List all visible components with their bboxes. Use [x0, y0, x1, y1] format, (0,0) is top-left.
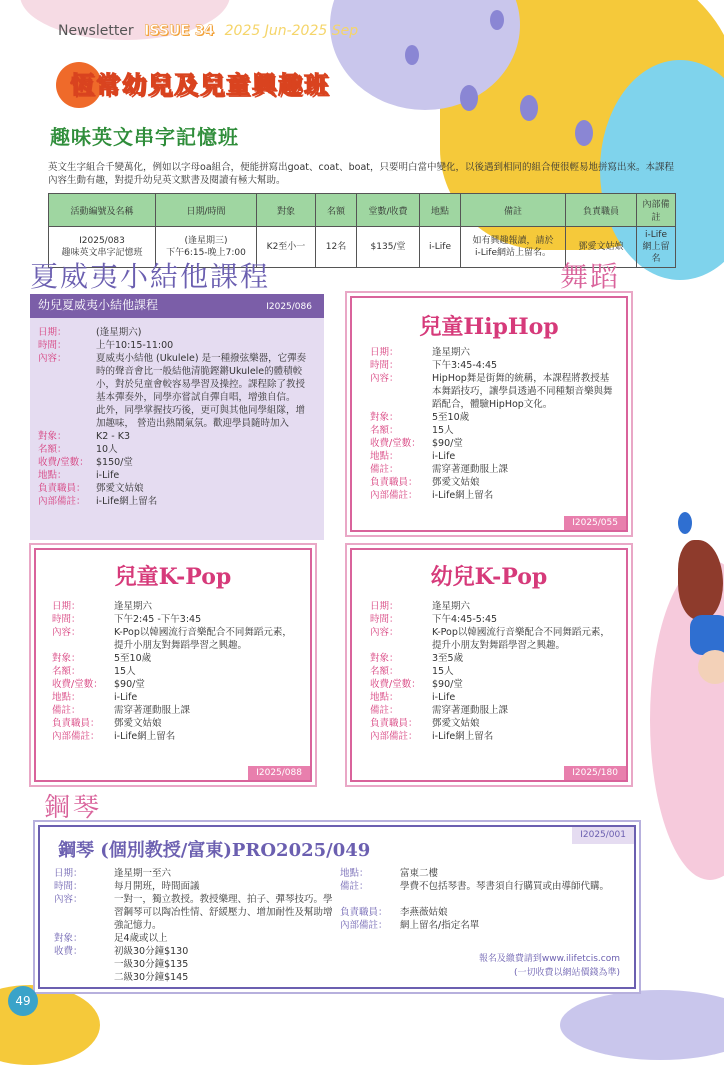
ukulele-staff-label: 負責職員：	[38, 483, 86, 494]
kpop-kid-date: 逢星期六	[432, 601, 471, 612]
kpop-child-quota: 15人	[114, 666, 136, 677]
ukulele-venue: i-Life	[96, 470, 120, 481]
deco-dot	[460, 85, 478, 111]
hiphop-quota-label: 名額：	[370, 425, 399, 436]
th-quota: 名額	[316, 194, 357, 227]
cell-fee: $135/堂	[357, 227, 420, 268]
english-course-title: 趣味英文串字記憶班	[50, 125, 239, 149]
piano-staff: 李燕薇姑娘	[400, 907, 448, 918]
kpop-child-content: K-Pop以韓國流行音樂配合不同舞蹈元素，提升小朋友對舞蹈學習之興趣。	[114, 627, 292, 651]
piano-venue-label: 地點：	[340, 868, 369, 879]
hiphop-quota: 15人	[432, 425, 454, 436]
piano-fee-2: 一級30分鐘$135	[114, 959, 189, 970]
ukulele-fee-label: 收費/堂數：	[38, 457, 89, 468]
course-name: 趣味英文串字記憶班	[61, 248, 143, 258]
kpop-child-quota-label: 名額：	[52, 666, 81, 677]
page-number-badge	[8, 986, 38, 1016]
piano-title: 鋼琴 (個別教授/富東)PRO2025/049	[58, 840, 371, 861]
ukulele-internal-label: 內部備註：	[38, 496, 86, 507]
cell-quota: 12名	[316, 227, 357, 268]
course-code: I2025/083	[79, 236, 125, 246]
piano-details-left	[54, 867, 334, 984]
internal-line-1: i-Life	[645, 230, 667, 240]
piano-course-box	[38, 825, 636, 989]
th-code-name: 活動編號及名稱	[49, 194, 156, 227]
piano-heading: 鋼琴	[44, 793, 103, 823]
kpop-child-target: 5至10歲	[114, 653, 152, 664]
th-target: 對象	[257, 194, 316, 227]
kpop-kid-target-label: 對象：	[370, 653, 399, 664]
hiphop-internal: i-Life網上留名	[432, 490, 494, 501]
hiphop-content: HipHop舞是街舞的統稱，本課程將教授基本舞蹈技巧，讓學員透過不同種類音樂與舞蹈配合，體驗HipHop文化。	[432, 373, 613, 410]
dancer-illustration	[668, 500, 724, 700]
section-title: 恆常幼兒及兒童興趣班	[70, 70, 330, 99]
kpop-kid-internal-label: 內部備註：	[370, 731, 418, 742]
kpop-kid-remark-label: 備註：	[370, 705, 399, 716]
hiphop-staff: 鄧愛文姑娘	[432, 477, 480, 488]
ukulele-time-label: 時間：	[38, 340, 67, 351]
deco-dot	[490, 10, 504, 30]
hiphop-internal-label: 內部備註：	[370, 490, 418, 501]
th-fee: 堂數/收費	[357, 194, 420, 227]
page-number: 49	[15, 994, 31, 1008]
kpop-child-target-label: 對象：	[52, 653, 81, 664]
hiphop-title: 兒童HipHop	[419, 314, 559, 340]
table-header-row	[49, 194, 676, 227]
ukulele-fee: $150/堂	[96, 457, 133, 468]
th-staff: 負責職員	[566, 194, 637, 227]
hiphop-details	[370, 346, 620, 502]
ukulele-quota-label: 名額：	[38, 444, 67, 455]
th-venue: 地點	[420, 194, 461, 227]
hiphop-venue: i-Life	[432, 451, 456, 462]
ukulele-date-label: 日期：	[38, 327, 67, 338]
deco-dot	[405, 45, 419, 65]
kpop-kid-venue-label: 地點：	[370, 692, 399, 703]
kpop-child-content-label: 內容：	[52, 627, 81, 638]
english-schedule-table	[48, 193, 676, 268]
ukulele-course-name: 幼兒夏威夷小結他課程	[38, 298, 159, 312]
piano-target: 足4歲或以上	[114, 933, 168, 944]
kpop-child-fee: $90/堂	[114, 679, 145, 690]
ukulele-staff: 鄧愛文姑娘	[96, 483, 144, 494]
hiphop-time-label: 時間：	[370, 360, 399, 371]
kpop-kid-fee: $90/堂	[432, 679, 463, 690]
piano-time-label: 時間：	[54, 881, 83, 892]
kpop-kid-internal: i-Life網上留名	[432, 731, 494, 742]
kpop-child-details	[52, 600, 304, 743]
deco-bottom-lavender	[560, 990, 724, 1060]
english-course-description: 英文生字組合千變萬化，例如以字母oa組合，便能拼寫出goat、coat、boat，只要明白當中變化，以後遇到相同的組合便很輕易地拼寫出來。本課程內容生動有趣，對提升幼兒英文默書及閱讀有極大幫助。	[48, 162, 674, 186]
kpop-kid-venue: i-Life	[432, 692, 456, 703]
kpop-child-time: 下午2:45 -下午3:45	[114, 614, 202, 625]
ukulele-title-bar	[30, 294, 324, 318]
kpop-child-date-label: 日期：	[52, 601, 81, 612]
th-date-time: 日期/時間	[156, 194, 257, 227]
hiphop-content-label: 內容：	[370, 373, 399, 384]
piano-fee-label: 收費：	[54, 946, 83, 957]
ukulele-code: I2025/086	[266, 302, 312, 312]
piano-venue: 富東二樓	[400, 868, 439, 879]
hiphop-venue-label: 地點：	[370, 451, 399, 462]
kpop-kid-title: 幼兒K-Pop	[430, 564, 548, 590]
ukulele-target-label: 對象：	[38, 431, 67, 442]
hiphop-time: 下午3:45-4:45	[432, 360, 498, 371]
hiphop-target-label: 對象：	[370, 412, 399, 423]
newsletter-label: Newsletter	[58, 23, 134, 39]
dancer-shoe	[678, 512, 692, 534]
piano-target-label: 對象：	[54, 933, 83, 944]
deco-dot	[520, 95, 538, 121]
course-time: 下午6:15-晚上7:00	[166, 248, 246, 258]
piano-content-label: 內容：	[54, 894, 83, 905]
kpop-child-staff: 鄧愛文姑娘	[114, 718, 162, 729]
cell-staff: 鄧愛文姑娘	[566, 227, 637, 268]
hiphop-target: 5至10歲	[432, 412, 470, 423]
kpop-child-fee-label: 收費/堂數：	[52, 679, 103, 690]
register-link[interactable]: 報名及繳費請到www.ilifetcis.com	[478, 954, 620, 964]
kpop-kid-course-box	[350, 548, 628, 782]
internal-line-2: 網上留名	[642, 242, 670, 264]
dancer-head	[698, 650, 724, 684]
ukulele-date: (逢星期六)	[96, 327, 142, 338]
ukulele-content-2: 此外，同學掌握技巧後，更可與其他同學組隊，增加趣味， 營造出熱鬧氣氛。歡迎學員隨時加入	[96, 405, 306, 429]
hiphop-remark: 需穿著運動服上課	[432, 464, 509, 475]
kpop-kid-time: 下午4:45-5:45	[432, 614, 498, 625]
ukulele-time: 上午10:15-11:00	[96, 340, 174, 351]
remark-line-1: 如有興趣報讀，請於	[472, 236, 554, 246]
dance-heading: 舞蹈	[560, 260, 621, 293]
cell-target: K2至小一	[257, 227, 316, 268]
ukulele-internal: i-Life網上留名	[96, 496, 158, 507]
ukulele-details	[38, 326, 318, 508]
kpop-child-remark-label: 備註：	[52, 705, 81, 716]
kpop-kid-remark: 需穿著運動服上課	[432, 705, 509, 716]
kpop-child-course-box	[34, 548, 312, 782]
piano-remark-label: 備註：	[340, 881, 369, 892]
hiphop-remark-label: 備註：	[370, 464, 399, 475]
th-internal: 內部備註	[637, 194, 676, 227]
remark-line-2: i-Life網站上留名。	[475, 248, 551, 258]
piano-code: I2025/001	[572, 827, 634, 844]
kpop-kid-content: K-Pop以韓國流行音樂配合不同舞蹈元素，提升小朋友對舞蹈學習之興趣。	[432, 627, 610, 651]
hiphop-fee-label: 收費/堂數：	[370, 438, 421, 449]
ukulele-venue-label: 地點：	[38, 470, 67, 481]
kpop-child-remark: 需穿著運動服上課	[114, 705, 191, 716]
kpop-child-internal-label: 內部備註：	[52, 731, 100, 742]
cell-remark	[461, 227, 566, 268]
kpop-kid-target: 3至5歲	[432, 653, 464, 664]
piano-remark: 學費不包括琴書。琴書須自行購買或由導師代購。	[400, 881, 610, 892]
piano-time: 每月開班，時間面議	[114, 881, 200, 892]
kpop-kid-details	[370, 600, 622, 743]
kpop-kid-quota: 15人	[432, 666, 454, 677]
piano-staff-label: 負責職員：	[340, 907, 388, 918]
ukulele-heading: 夏威夷小結他課程	[30, 260, 271, 293]
piano-content: 一對一，獨立教授。教授樂理、拍子、彈琴技巧。學習鋼琴可以陶冶性情、舒緩壓力、增加耐性及幫助增強記憶力。	[114, 894, 333, 931]
piano-details-right	[340, 867, 630, 932]
kpop-child-venue: i-Life	[114, 692, 138, 703]
ukulele-quota: 10人	[96, 444, 118, 455]
kpop-child-date: 逢星期六	[114, 601, 153, 612]
kpop-child-code: I2025/088	[248, 766, 310, 780]
th-remark: 備註	[461, 194, 566, 227]
piano-internal-label: 內部備註：	[340, 920, 388, 931]
kpop-child-staff-label: 負責職員：	[52, 718, 100, 729]
ukulele-content-label: 內容：	[38, 353, 67, 364]
kpop-kid-date-label: 日期：	[370, 601, 399, 612]
kpop-kid-content-label: 內容：	[370, 627, 399, 638]
piano-date: 逢星期一至六	[114, 868, 172, 879]
piano-internal: 網上留名/指定名單	[400, 920, 480, 931]
kpop-kid-staff: 鄧愛文姑娘	[432, 718, 480, 729]
kpop-kid-staff-label: 負責職員：	[370, 718, 418, 729]
ukulele-course-box	[30, 294, 324, 540]
kpop-child-time-label: 時間：	[52, 614, 81, 625]
hiphop-code: I2025/055	[564, 516, 626, 530]
piano-fee-1: 初級30分鐘$130	[114, 946, 189, 957]
deco-dot	[575, 120, 593, 146]
piano-date-label: 日期：	[54, 868, 83, 879]
kpop-child-venue-label: 地點：	[52, 692, 81, 703]
kpop-kid-time-label: 時間：	[370, 614, 399, 625]
kpop-kid-fee-label: 收費/堂數：	[370, 679, 421, 690]
cell-venue: i-Life	[420, 227, 461, 268]
hiphop-date-label: 日期：	[370, 347, 399, 358]
kpop-kid-quota-label: 名額：	[370, 666, 399, 677]
hiphop-date: 逢星期六	[432, 347, 471, 358]
piano-fee-3: 二級30分鐘$145	[114, 972, 189, 983]
period-label: 2025 Jun-2025 Sep	[224, 23, 359, 39]
newsletter-header	[58, 22, 358, 40]
ukulele-target: K2 - K3	[96, 431, 131, 442]
kpop-child-internal: i-Life網上留名	[114, 731, 176, 742]
dancer-leg	[678, 540, 723, 620]
hiphop-staff-label: 負責職員：	[370, 477, 418, 488]
kpop-child-title: 兒童K-Pop	[114, 564, 232, 590]
hiphop-fee: $90/堂	[432, 438, 463, 449]
dancer-body	[690, 615, 724, 655]
course-day: (逢星期三)	[184, 236, 228, 246]
hiphop-course-box	[350, 296, 628, 532]
kpop-kid-code: I2025/180	[564, 766, 626, 780]
price-note: (一切收費以網站價錢為準)	[513, 968, 620, 978]
ukulele-content: 夏威夷小結他 (Ukulele) 是一種撥弦樂器，它彈奏時的聲音會比一般結他清脆鏗鏘Ukulele的體積較小，對於兒童會較容易學習及操控。課程除了教授基本彈奏外，同學亦嘗試自彈自唱，增強自信。	[96, 353, 307, 403]
cell-internal	[637, 227, 676, 268]
issue-label: ISSUE 34	[144, 23, 215, 39]
